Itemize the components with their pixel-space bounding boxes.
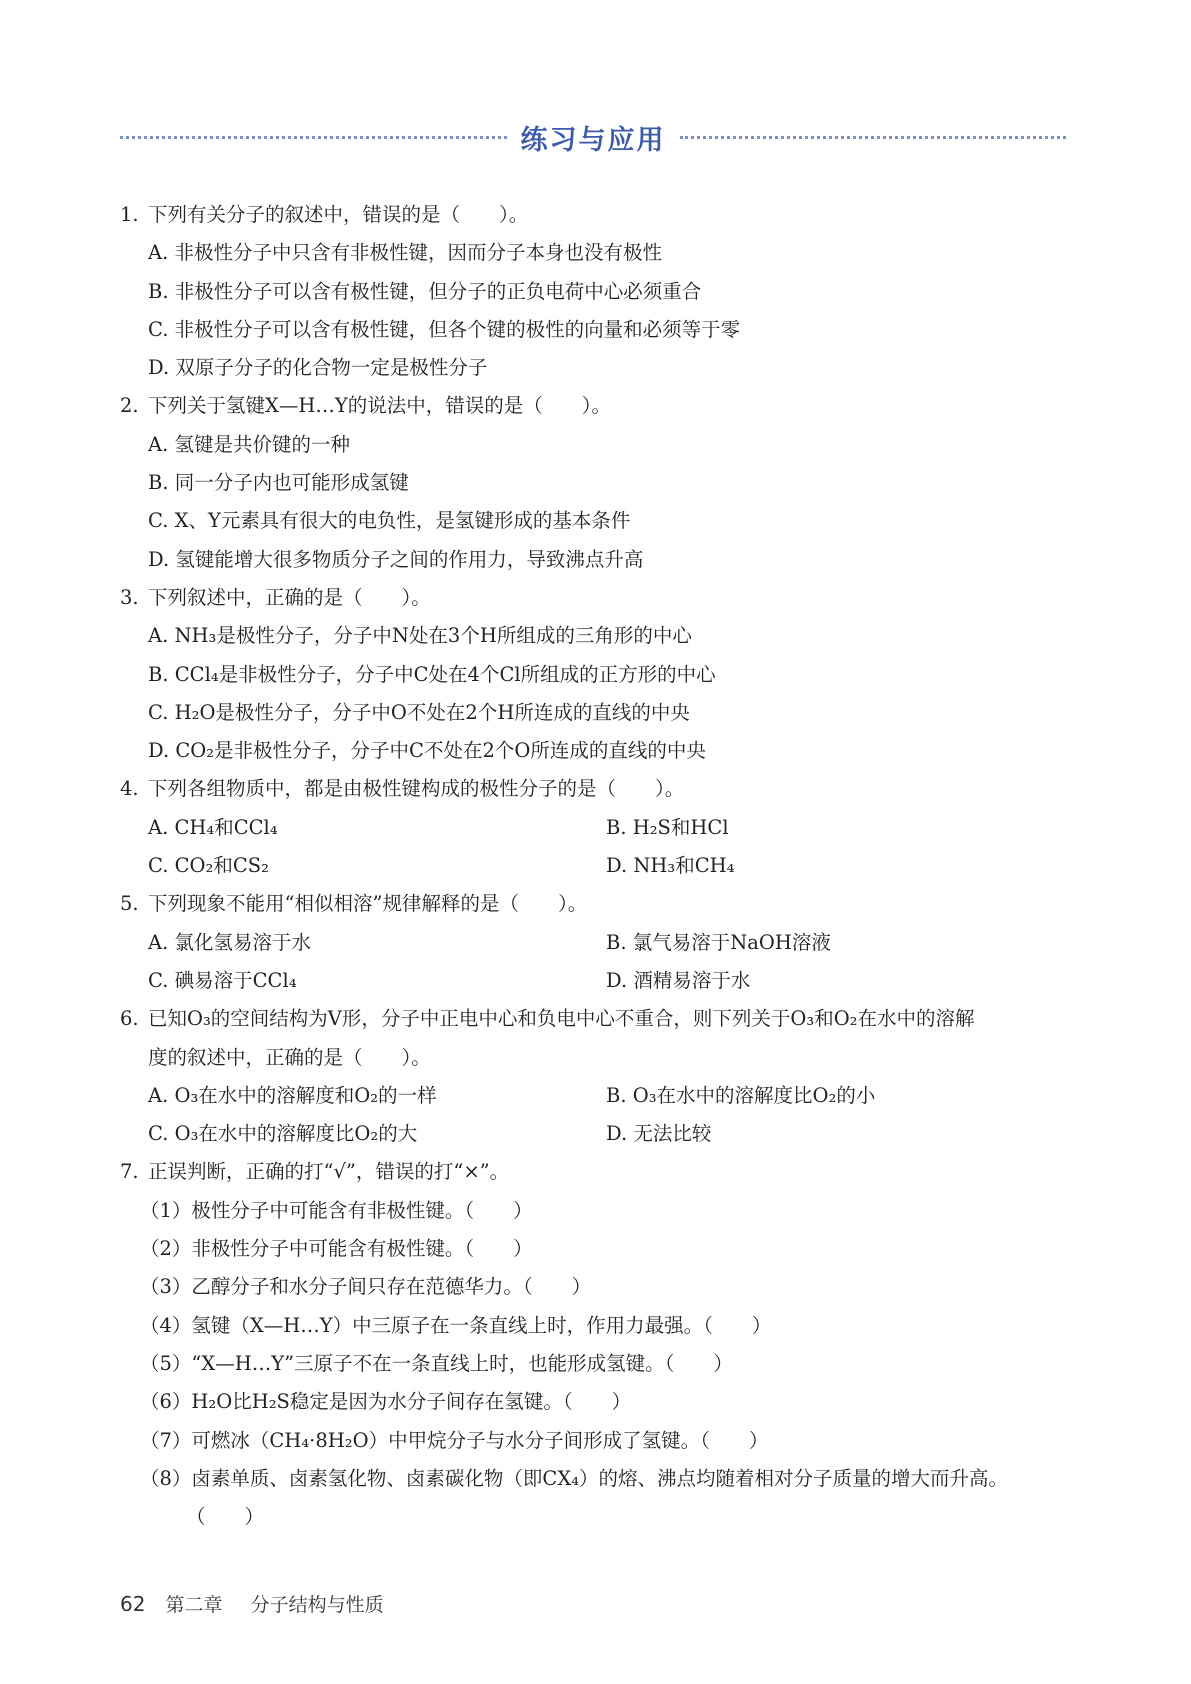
question-6	[120, 1000, 1070, 1153]
option: A. O₃在水中的溶解度和O₂的一样	[148, 1083, 437, 1107]
question-2	[120, 387, 1070, 578]
option: A. 氢键是共价键的一种	[148, 432, 350, 456]
dotted-rule-left	[120, 136, 507, 139]
question-number: 4.	[120, 777, 139, 801]
question-1	[120, 196, 1070, 387]
question-7	[120, 1153, 1070, 1536]
option: B. CCl₄是非极性分子，分子中C处在4个Cl所组成的正方形的中心	[148, 662, 716, 686]
option: D. 氢键能增大很多物质分子之间的作用力，导致沸点升高	[148, 547, 644, 571]
question-text: 下列现象不能用“相似相溶”规律解释的是（ ）。	[148, 892, 588, 916]
question-text: 下列叙述中，正确的是（ ）。	[148, 585, 431, 609]
question-5	[120, 885, 1070, 1000]
question-3	[120, 579, 1070, 770]
option: A. 氯化氢易溶于水	[148, 930, 311, 954]
option: B. 氯气易溶于NaOH溶液	[606, 930, 831, 954]
option: D. 双原子分子的化合物一定是极性分子	[148, 356, 488, 380]
question-number: 6.	[120, 1007, 139, 1031]
judgement-item: （2）非极性分子中可能含有极性键。（ ）	[140, 1237, 533, 1261]
option-grid	[120, 924, 1070, 1001]
question-4	[120, 770, 1070, 885]
question-number: 1.	[120, 203, 139, 226]
option: B. O₃在水中的溶解度比O₂的小	[606, 1083, 876, 1107]
judgement-item: （7）可燃冰（CH₄·8H₂O）中甲烷分子与水分子间形成了氢键。（ ）	[140, 1428, 769, 1452]
option: A. CH₄和CCl₄	[148, 815, 278, 839]
option: C. CO₂和CS₂	[148, 854, 269, 878]
judgement-item: （5）“X—H…Y”三原子不在一条直线上时，也能形成氢键。（ ）	[140, 1351, 733, 1375]
option: C. O₃在水中的溶解度比O₂的大	[148, 1122, 418, 1146]
option: C. 非极性分子可以含有极性键，但各个键的极性的向量和必须等于零	[148, 317, 741, 341]
section-title: 练习与应用	[520, 124, 666, 156]
judgement-item: （6）H₂O比H₂S稳定是因为水分子间存在氢键。（ ）	[140, 1390, 632, 1414]
chapter-title: 分子结构与性质	[250, 1594, 384, 1616]
option: A. NH₃是极性分子，分子中N处在3个H所组成的三角形的中心	[148, 624, 692, 648]
exercise-list	[120, 196, 1070, 1536]
option-grid	[120, 1077, 1070, 1154]
option: C. X、Y元素具有很大的电负性，是氢键形成的基本条件	[148, 509, 631, 533]
judgement-item: （8）卤素单质、卤素氢化物、卤素碳化物（即CX₄）的熔、沸点均随着相对分子质量的增大而升高。	[140, 1466, 1009, 1490]
question-text-continued: 度的叙述中，正确的是（ ）。	[148, 1045, 431, 1069]
question-text: 下列关于氢键X—H…Y的说法中，错误的是（ ）。	[148, 394, 612, 418]
option: D. CO₂是非极性分子，分子中C不处在2个O所连成的直线的中央	[148, 739, 706, 763]
judgement-item: （1）极性分子中可能含有非极性键。（ ）	[140, 1198, 533, 1222]
question-text: 下列有关分子的叙述中，错误的是（ ）。	[148, 203, 529, 226]
answer-blank: （ ）	[186, 1505, 265, 1529]
option: A. 非极性分子中只含有非极性键，因而分子本身也没有极性	[148, 241, 662, 265]
chapter-label: 第二章	[165, 1594, 223, 1616]
option-grid	[120, 809, 1070, 886]
judgement-item: （4）氢键（X—H…Y）中三原子在一条直线上时，作用力最强。（ ）	[140, 1313, 772, 1337]
option: B. H₂S和HCl	[606, 815, 729, 839]
page-footer	[120, 1590, 384, 1617]
judgement-item: （3）乙醇分子和水分子间只存在范德华力。（ ）	[140, 1275, 592, 1299]
option: D. 酒精易溶于水	[606, 968, 751, 992]
option: D. NH₃和CH₄	[606, 854, 735, 878]
option: C. 碘易溶于CCl₄	[148, 968, 297, 992]
option: D. 无法比较	[606, 1122, 712, 1146]
option: B. 同一分子内也可能形成氢键	[148, 471, 409, 495]
question-text: 下列各组物质中，都是由极性键构成的极性分子的是（ ）。	[148, 777, 685, 801]
question-text: 已知O₃的空间结构为V形，分子中正电中心和负电中心不重合，则下列关于O₃和O₂在水中的溶解	[148, 1007, 975, 1031]
dotted-rule-right	[680, 136, 1067, 139]
question-number: 7.	[120, 1160, 139, 1184]
section-header	[120, 117, 1066, 157]
page-number: 62	[120, 1592, 146, 1616]
option: C. H₂O是极性分子，分子中O不处在2个H所连成的直线的中央	[148, 700, 690, 724]
question-text: 正误判断，正确的打“√”，错误的打“×”。	[148, 1160, 510, 1184]
question-number: 2.	[120, 394, 139, 418]
option: B. 非极性分子可以含有极性键，但分子的正负电荷中心必须重合	[148, 279, 702, 303]
question-number: 5.	[120, 892, 139, 916]
question-number: 3.	[120, 585, 139, 609]
